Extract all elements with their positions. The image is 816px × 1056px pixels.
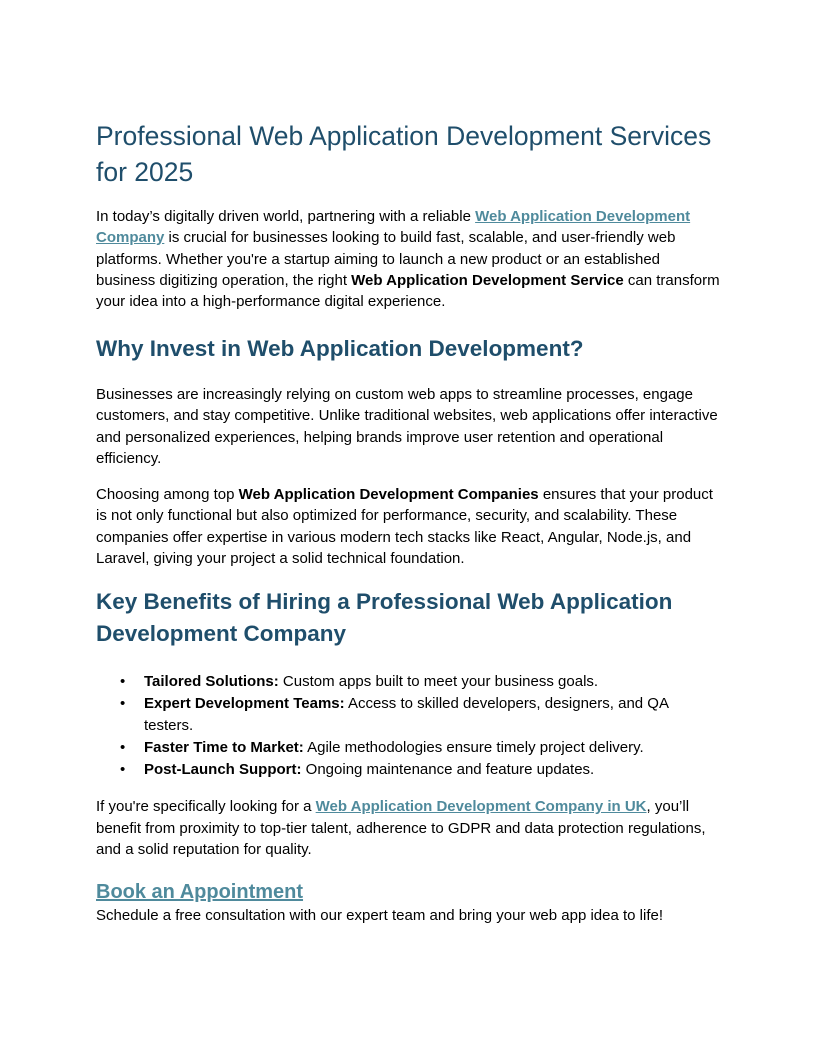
list-item-title: Post-Launch Support: <box>144 761 302 779</box>
bullet-icon: • <box>120 739 126 757</box>
why-paragraph-1: Businesses are increasingly relying on custom web apps to streamline processes, engage customers, and stay competitive. Unlike traditional websites, web applications offer interactive and personalized experiences, helping brands improve user retention and operational efficiency. <box>96 385 718 467</box>
intro-bold-service: Web Application Development Service <box>351 271 624 289</box>
list-item-title: Expert Development Teams: <box>144 695 345 713</box>
why-heading: Why Invest in Web Application Development? <box>96 336 584 362</box>
bullet-icon: • <box>120 695 126 713</box>
why-p2-text-2: ensures that your product is not only functional but also optimized for performance, security, and scalability. These companies offer expertise in various modern tech stacks like React, Angular, Node.js, and Laravel, giving your project a solid technical foundation. <box>96 486 713 568</box>
document-page <box>96 118 720 927</box>
intro-text-3: can transform your idea into a high-performance digital experience. <box>96 271 720 311</box>
uk-text-1: If you're specifically looking for a <box>96 798 316 816</box>
bullet-icon: • <box>120 673 126 691</box>
list-item-text: Access to skilled developers, designers, and QA testers. <box>144 695 669 735</box>
list-item <box>120 671 720 693</box>
why-p2-bold: Web Application Development Companies <box>238 486 539 504</box>
uk-paragraph <box>96 796 720 860</box>
list-item-text: Agile methodologies ensure timely project delivery. <box>303 739 644 757</box>
list-item <box>120 759 720 781</box>
intro-text-2: is crucial for businesses looking to build fast, scalable, and user-friendly web platforms. Whether you're a startup aiming to launch a new product or an established business digitizing operation, the right <box>96 229 676 289</box>
list-item <box>120 737 720 759</box>
book-appointment-link[interactable]: Book an Appointment <box>96 881 304 904</box>
benefits-heading: Key Benefits of Hiring a Professional Web Application Development Company <box>96 589 673 646</box>
list-item <box>120 693 720 737</box>
page-title: Professional Web Application Development Services for 2025 <box>96 121 712 187</box>
web-app-company-link[interactable]: Web Application Development Company <box>96 208 691 247</box>
intro-paragraph <box>96 206 720 312</box>
list-item-text: Custom apps built to meet your business goals. <box>278 673 599 691</box>
uk-company-link[interactable]: Web Application Development Company in UK <box>315 798 647 816</box>
bullet-icon: • <box>120 761 126 779</box>
list-item-text: Ongoing maintenance and feature updates. <box>301 761 595 779</box>
list-item-title: Faster Time to Market: <box>144 739 304 757</box>
benefits-list <box>96 671 720 781</box>
uk-text-2: , you’ll benefit from proximity to top-tier talent, adherence to GDPR and data protection regulations, and a solid reputation for quality. <box>96 798 706 858</box>
intro-text-1: In today’s digitally driven world, partnering with a reliable <box>96 208 476 225</box>
why-paragraph-2 <box>96 484 720 569</box>
why-p2-text-1: Choosing among top <box>96 486 239 504</box>
cta-text: Schedule a free consultation with our expert team and bring your web app idea to life! <box>96 907 664 925</box>
list-item-title: Tailored Solutions: <box>144 673 279 691</box>
